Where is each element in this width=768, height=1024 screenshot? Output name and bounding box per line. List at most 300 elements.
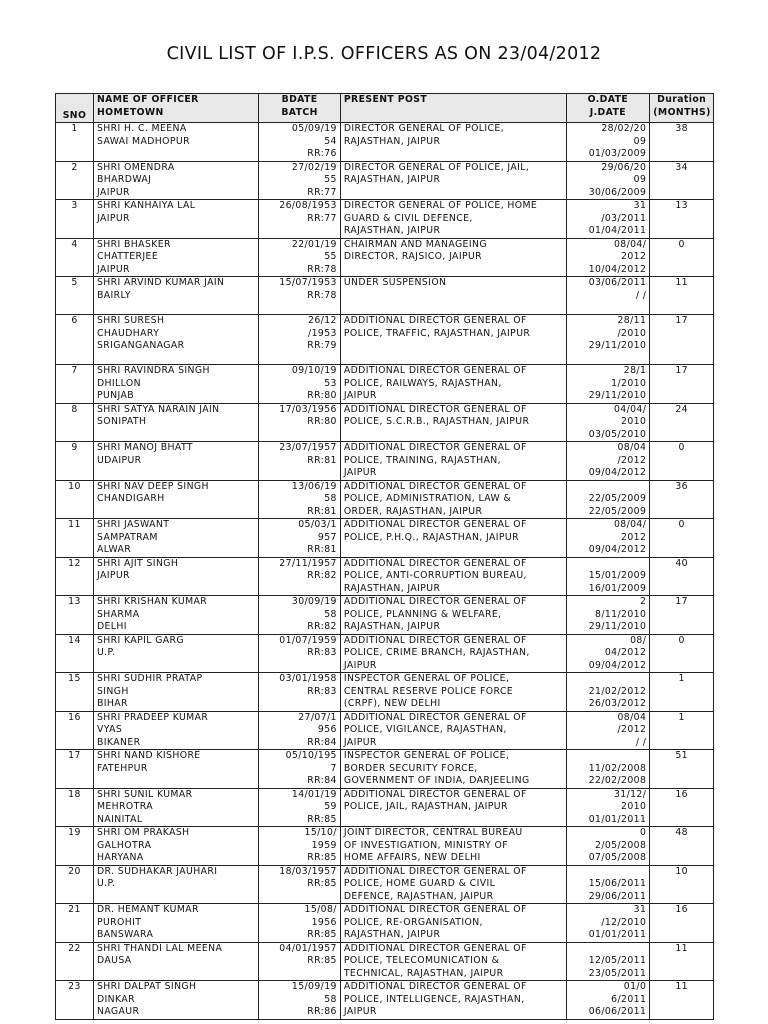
- bdate-batch-cell: [259, 315, 341, 365]
- table-row: [56, 442, 714, 481]
- present-post-cell-line: ADDITIONAL DIRECTOR GENERAL OF: [343, 904, 527, 915]
- officer-name-cell-line: SHRI NAV DEEP SINGH: [96, 480, 209, 492]
- sno-cell: 2: [56, 161, 94, 200]
- officer-name-cell: [93, 596, 258, 635]
- present-post-cell-line: POLICE, HOME GUARD & CIVIL: [343, 878, 496, 889]
- bdate-batch-cell: [259, 277, 341, 315]
- present-post-cell-line: ADDITIONAL DIRECTOR GENERAL OF: [343, 981, 527, 992]
- odate-jdate-cell-line: 29/11/2010: [588, 340, 647, 351]
- present-post-cell-line: ADDITIONAL DIRECTOR GENERAL OF: [343, 557, 527, 569]
- odate-jdate-cell-line: 01/03/2009: [588, 148, 647, 159]
- present-post-cell-line: POLICE, TRAINING, RAJASTHAN,: [343, 454, 502, 466]
- sno-cell: 13: [56, 596, 94, 635]
- odate-jdate-cell-line: 08/04: [617, 442, 647, 453]
- present-post-cell-line: JAIPUR: [343, 736, 377, 748]
- present-post-cell: [340, 865, 566, 904]
- odate-jdate-cell: [566, 981, 650, 1020]
- present-post-cell: [340, 365, 566, 404]
- present-post-cell-line: POLICE, ADMINISTRATION, LAW &: [343, 493, 512, 504]
- officer-name-cell: [93, 123, 258, 162]
- odate-jdate-cell: [566, 365, 650, 404]
- bdate-batch-cell: [259, 365, 341, 404]
- present-post-cell-line: POLICE, PLANNING & WELFARE,: [343, 608, 502, 620]
- odate-jdate-cell-line: 09/04/2012: [588, 544, 647, 555]
- page-title: CIVIL LIST OF I.P.S. OFFICERS AS ON 23/04/2012: [166, 44, 602, 64]
- duration-cell: 11: [650, 942, 714, 981]
- officer-name-cell-line: SHRI RAVINDRA SINGH: [96, 365, 210, 376]
- odate-jdate-cell: [566, 403, 650, 442]
- present-post-cell: [340, 596, 566, 635]
- odate-jdate-cell-line: 31/12/: [613, 788, 647, 800]
- officer-name-cell-line: SHARMA: [96, 608, 140, 620]
- table-row: [56, 596, 714, 635]
- duration-cell: 11: [650, 277, 714, 315]
- duration-cell: 17: [650, 365, 714, 404]
- bdate-batch-cell-line: 13/06/19: [291, 480, 337, 492]
- odate-jdate-cell-line: 2012: [621, 251, 647, 262]
- odate-jdate-cell: [566, 315, 650, 365]
- bdate-batch-cell: [259, 123, 341, 162]
- officer-name-cell: [93, 519, 258, 558]
- bdate-batch-cell: [259, 788, 341, 827]
- bdate-batch-cell: [259, 403, 341, 442]
- officer-name-cell: [93, 827, 258, 866]
- officer-name-cell: [93, 711, 258, 750]
- bdate-batch-cell-line: 1959: [311, 839, 337, 851]
- officer-name-cell-line: U.P.: [96, 647, 116, 658]
- odate-jdate-cell-line: 22/05/2009: [588, 493, 647, 504]
- duration-cell: 0: [650, 442, 714, 481]
- odate-jdate-cell: [566, 277, 650, 315]
- odate-jdate-cell-line: /12/2010: [601, 916, 647, 928]
- present-post-cell: [340, 123, 566, 162]
- duration-cell: 17: [650, 315, 714, 365]
- officer-name-cell-line: DR. SUDHAKAR JAUHARI: [96, 865, 218, 877]
- table-row: [56, 480, 714, 519]
- present-post-cell-line: ADDITIONAL DIRECTOR GENERAL OF: [343, 865, 527, 877]
- bdate-batch-cell-line: 27/07/1: [298, 711, 337, 723]
- bdate-batch-cell: [259, 827, 341, 866]
- officer-name-cell: [93, 865, 258, 904]
- sno-cell: 14: [56, 634, 94, 673]
- present-post-cell-line: JAIPUR: [343, 390, 377, 401]
- present-post-cell-line: ADDITIONAL DIRECTOR GENERAL OF: [343, 315, 527, 326]
- odate-jdate-cell-line: 26/03/2012: [588, 698, 647, 709]
- odate-jdate-cell-line: 16/01/2009: [588, 582, 647, 594]
- odate-jdate-cell-line: 8/11/2010: [595, 608, 647, 620]
- officer-name-cell: [93, 942, 258, 981]
- bdate-batch-cell-line: 14/01/19: [291, 788, 337, 800]
- present-post-cell-line: JOINT DIRECTOR, CENTRAL BUREAU: [343, 827, 523, 838]
- bdate-batch-cell-line: 15/09/19: [291, 981, 337, 992]
- present-post-cell-line: DEFENCE, RAJASTHAN, JAIPUR: [343, 890, 494, 902]
- odate-jdate-cell-line: 08/04/: [613, 238, 647, 250]
- odate-jdate-cell-line: 28/1: [623, 365, 647, 376]
- present-post-cell: [340, 161, 566, 200]
- bdate-batch-cell-line: 55: [324, 174, 337, 185]
- officer-name-cell-line: ALWAR: [96, 544, 132, 555]
- sno-cell: 10: [56, 480, 94, 519]
- officer-name-cell-line: CHANDIGARH: [96, 493, 165, 504]
- bdate-batch-cell-line: RR:77: [307, 186, 337, 198]
- bdate-batch-cell-line: RR:86: [307, 1006, 337, 1017]
- bdate-batch-cell: [259, 480, 341, 519]
- officer-name-cell-line: SHRI BHASKER: [96, 238, 171, 250]
- officer-name-cell: [93, 161, 258, 200]
- bdate-batch-cell-line: 30/09/19: [291, 596, 337, 607]
- bdate-batch-cell-line: 54: [324, 135, 337, 147]
- present-post-cell-line: ADDITIONAL DIRECTOR GENERAL OF: [343, 634, 527, 646]
- officer-name-cell-line: SHRI OMENDRA: [96, 161, 175, 173]
- duration-cell: 38: [650, 123, 714, 162]
- duration-cell: 24: [650, 403, 714, 442]
- present-post-cell: [340, 557, 566, 596]
- bdate-batch-cell: [259, 596, 341, 635]
- present-post-cell: [340, 403, 566, 442]
- bdate-batch-cell-line: 53: [324, 377, 337, 389]
- officer-name-cell: [93, 634, 258, 673]
- odate-jdate-cell-line: 2010: [621, 416, 647, 427]
- odate-jdate-cell-line: 22/02/2008: [588, 775, 647, 786]
- odate-jdate-cell-line: 10/04/2012: [588, 263, 647, 275]
- bdate-batch-cell-line: 15/08/: [304, 904, 337, 915]
- present-post-cell-line: POLICE, TRAFFIC, RAJASTHAN, JAIPUR: [343, 327, 531, 339]
- odate-jdate-cell-line: /03/2011: [601, 212, 647, 224]
- duration-cell: 0: [650, 238, 714, 277]
- table-row: [56, 161, 714, 200]
- bdate-batch-cell-line: 956: [317, 724, 337, 735]
- duration-cell: 0: [650, 519, 714, 558]
- officer-name-cell-line: SHRI PRADEEP KUMAR: [96, 711, 209, 723]
- bdate-batch-cell-line: RR:81: [307, 544, 337, 555]
- odate-jdate-cell-line: 08/04: [617, 711, 647, 723]
- bdate-batch-cell-line: 1956: [311, 916, 337, 928]
- officer-name-cell-line: SRIGANGANAGAR: [96, 340, 185, 351]
- officer-name-cell-line: NAINITAL: [96, 813, 143, 825]
- table-row: [56, 788, 714, 827]
- officer-name-cell-line: SINGH: [96, 685, 129, 697]
- bdate-batch-cell-line: RR:79: [307, 340, 337, 351]
- officer-name-cell-line: DELHI: [96, 621, 127, 632]
- bdate-batch-cell-line: RR:82: [307, 570, 337, 581]
- odate-jdate-cell: [566, 557, 650, 596]
- bdate-batch-cell-line: 18/03/1957: [279, 865, 337, 877]
- present-post-cell-line: INSPECTOR GENERAL OF POLICE,: [343, 750, 510, 761]
- present-post-cell: [340, 442, 566, 481]
- odate-jdate-cell-line: 11/02/2008: [588, 762, 647, 774]
- bdate-batch-cell-line: RR:80: [307, 416, 337, 427]
- odate-jdate-cell-line: / /: [635, 289, 647, 301]
- present-post-cell-line: GUARD & CIVIL DEFENCE,: [343, 212, 473, 224]
- odate-jdate-cell-line: 03/06/2011: [588, 277, 647, 288]
- present-post-cell-line: RAJASTHAN, JAIPUR: [343, 174, 441, 185]
- present-post-cell: [340, 673, 566, 712]
- bdate-batch-cell-line: RR:78: [307, 289, 337, 301]
- odate-jdate-cell-line: 6/2011: [611, 993, 647, 1005]
- officer-name-cell: [93, 442, 258, 481]
- odate-jdate-cell-line: 15/01/2009: [588, 570, 647, 581]
- officer-name-cell-line: BHARDWAJ: [96, 174, 152, 185]
- present-post-cell-line: INSPECTOR GENERAL OF POLICE,: [343, 673, 510, 684]
- bdate-batch-cell: [259, 200, 341, 239]
- officer-name-cell-line: SHRI AJIT SINGH: [96, 557, 179, 569]
- bdate-batch-cell-line: 05/03/1: [298, 519, 337, 530]
- present-post-cell-line: BORDER SECURITY FORCE,: [343, 762, 478, 774]
- odate-jdate-cell: [566, 634, 650, 673]
- bdate-batch-cell-line: 27/11/1957: [279, 557, 337, 569]
- bdate-batch-cell-line: 58: [324, 993, 337, 1005]
- sno-cell: 22: [56, 942, 94, 981]
- odate-jdate-cell-line: 04/2012: [604, 647, 647, 658]
- bdate-batch-cell: [259, 238, 341, 277]
- sno-cell: 23: [56, 981, 94, 1020]
- present-post-cell: [340, 827, 566, 866]
- bdate-batch-cell-line: 15/07/1953: [279, 277, 337, 288]
- sno-cell: 8: [56, 403, 94, 442]
- officer-name-cell-line: CHAUDHARY: [96, 327, 160, 339]
- odate-jdate-cell-line: 31: [633, 200, 647, 211]
- present-post-cell: [340, 315, 566, 365]
- duration-cell: 16: [650, 904, 714, 943]
- officer-name-cell-line: SAMPATRAM: [96, 531, 158, 543]
- present-post-cell-line: ADDITIONAL DIRECTOR GENERAL OF: [343, 519, 527, 530]
- header-post: PRESENT POST: [340, 94, 566, 123]
- header-bdate: BDATE BATCH: [259, 94, 341, 123]
- bdate-batch-cell: [259, 942, 341, 981]
- table-row: [56, 403, 714, 442]
- odate-jdate-cell-line: /2012: [617, 454, 647, 466]
- table-body: [56, 123, 714, 1020]
- table-header-row: [56, 94, 714, 123]
- duration-cell: 1: [650, 711, 714, 750]
- present-post-cell-line: ADDITIONAL DIRECTOR GENERAL OF: [343, 788, 527, 800]
- table-row: [56, 238, 714, 277]
- officer-name-cell-line: SAWAI MADHOPUR: [96, 135, 190, 147]
- odate-jdate-cell-line: 06/06/2011: [588, 1006, 647, 1017]
- officer-name-cell-line: JAIPUR: [96, 263, 130, 275]
- odate-jdate-cell-line: 2/05/2008: [595, 839, 647, 851]
- officer-name-cell-line: BIHAR: [96, 698, 128, 709]
- odate-jdate-cell-line: 01/01/2011: [588, 813, 647, 825]
- table-row: [56, 557, 714, 596]
- table-row: [56, 315, 714, 365]
- odate-jdate-cell: [566, 942, 650, 981]
- bdate-batch-cell-line: 04/01/1957: [279, 942, 337, 954]
- present-post-cell-line: JAIPUR: [343, 467, 377, 478]
- sno-cell: 1: [56, 123, 94, 162]
- odate-jdate-cell: [566, 673, 650, 712]
- officer-name-cell-line: SHRI JASWANT: [96, 519, 170, 530]
- table-row: [56, 904, 714, 943]
- odate-jdate-cell-line: 09/04/2012: [588, 467, 647, 478]
- bdate-batch-cell-line: RR:85: [307, 878, 337, 889]
- bdate-batch-cell-line: 55: [324, 251, 337, 262]
- odate-jdate-cell: [566, 200, 650, 239]
- sno-cell: 9: [56, 442, 94, 481]
- odate-jdate-cell: [566, 904, 650, 943]
- table-row: [56, 634, 714, 673]
- bdate-batch-cell-line: 26/08/1953: [279, 200, 337, 211]
- present-post-cell-line: POLICE, S.C.R.B., RAJASTHAN, JAIPUR: [343, 416, 530, 427]
- odate-jdate-cell-line: [570, 673, 647, 686]
- present-post-cell-line: JAIPUR: [343, 1006, 377, 1017]
- bdate-batch-cell-line: 09/10/19: [291, 365, 337, 376]
- bdate-batch-cell-line: RR:85: [307, 955, 337, 966]
- duration-cell: 48: [650, 827, 714, 866]
- officer-name-cell-line: FATEHPUR: [96, 762, 148, 774]
- present-post-cell-line: TECHNICAL, RAJASTHAN, JAIPUR: [343, 967, 504, 979]
- officer-name-cell: [93, 904, 258, 943]
- present-post-cell: [340, 942, 566, 981]
- officer-name-cell-line: DAUSA: [96, 955, 132, 966]
- present-post-cell-line: (CRPF), NEW DELHI: [343, 698, 441, 709]
- present-post-cell-line: POLICE, CRIME BRANCH, RAJASTHAN,: [343, 647, 530, 658]
- odate-jdate-cell-line: 2: [639, 596, 647, 607]
- officer-name-cell-line: DINKAR: [96, 993, 135, 1005]
- officer-name-cell-line: DHILLON: [96, 377, 141, 389]
- duration-cell: 0: [650, 634, 714, 673]
- odate-jdate-cell: [566, 865, 650, 904]
- odate-jdate-cell: [566, 442, 650, 481]
- bdate-batch-cell-line: 23/07/1957: [279, 442, 337, 453]
- present-post-cell-line: DIRECTOR GENERAL OF POLICE, JAIL,: [343, 161, 530, 173]
- odate-jdate-cell-line: [570, 558, 647, 571]
- present-post-cell-line: ADDITIONAL DIRECTOR GENERAL OF: [343, 403, 527, 415]
- odate-jdate-cell-line: 01/01/2011: [588, 929, 647, 940]
- odate-jdate-cell-line: 29/11/2010: [588, 621, 647, 632]
- sno-cell: 7: [56, 365, 94, 404]
- bdate-batch-cell: [259, 865, 341, 904]
- duration-cell: 36: [650, 480, 714, 519]
- odate-jdate-cell-line: /2010: [617, 327, 647, 339]
- present-post-cell-line: ADDITIONAL DIRECTOR GENERAL OF: [343, 596, 527, 607]
- present-post-cell-line: DIRECTOR GENERAL OF POLICE, HOME: [343, 200, 538, 211]
- present-post-cell-line: POLICE, JAIL, RAJASTHAN, JAIPUR: [343, 801, 508, 812]
- present-post-cell-line: POLICE, INTELLIGENCE, RAJASTHAN,: [343, 993, 525, 1005]
- sno-cell: 12: [56, 557, 94, 596]
- bdate-batch-cell: [259, 161, 341, 200]
- officer-name-cell: [93, 788, 258, 827]
- present-post-cell-line: POLICE, VIGILANCE, RAJASTHAN,: [343, 724, 507, 735]
- odate-jdate-cell-line: 01/04/2011: [588, 225, 647, 236]
- bdate-batch-cell-line: 15/10/: [304, 827, 337, 838]
- bdate-batch-cell-line: RR:78: [307, 263, 337, 275]
- odate-jdate-cell: [566, 480, 650, 519]
- present-post-cell: [340, 750, 566, 789]
- bdate-batch-cell-line: RR:81: [307, 505, 337, 517]
- duration-cell: 40: [650, 557, 714, 596]
- present-post-cell-line: RAJASTHAN, JAIPUR: [343, 582, 441, 594]
- table-row: [56, 865, 714, 904]
- sno-cell: 19: [56, 827, 94, 866]
- odate-jdate-cell-line: 2012: [621, 531, 647, 543]
- present-post-cell: [340, 277, 566, 315]
- table-row: [56, 711, 714, 750]
- duration-cell: 16: [650, 788, 714, 827]
- present-post-cell-line: RAJASTHAN, JAIPUR: [343, 225, 441, 236]
- officer-name-cell-line: CHATTERJEE: [96, 251, 159, 262]
- odate-jdate-cell: [566, 788, 650, 827]
- bdate-batch-cell-line: 59: [324, 801, 337, 812]
- odate-jdate-cell-line: [570, 866, 647, 879]
- present-post-cell-line: POLICE, P.H.Q., RAJASTHAN, JAIPUR: [343, 531, 519, 543]
- officer-name-cell-line: DR. HEMANT KUMAR: [96, 904, 199, 915]
- bdate-batch-cell-line: 58: [324, 608, 337, 620]
- table-row: [56, 942, 714, 981]
- bdate-batch-cell: [259, 442, 341, 481]
- odate-jdate-cell-line: [570, 750, 647, 763]
- present-post-cell-line: ADDITIONAL DIRECTOR GENERAL OF: [343, 480, 527, 492]
- present-post-cell: [340, 519, 566, 558]
- officer-name-cell-line: SHRI H. C. MEENA: [96, 123, 187, 134]
- odate-jdate-cell: [566, 596, 650, 635]
- present-post-cell-line: ADDITIONAL DIRECTOR GENERAL OF: [343, 442, 527, 453]
- sno-cell: 17: [56, 750, 94, 789]
- officer-name-cell-line: SHRI DALPAT SINGH: [96, 981, 197, 992]
- officer-name-cell-line: U.P.: [96, 878, 116, 889]
- bdate-batch-cell-line: /1953: [308, 327, 337, 339]
- bdate-batch-cell-line: 01/07/1959: [279, 634, 337, 646]
- present-post-cell-line: DIRECTOR GENERAL OF POLICE,: [343, 123, 505, 134]
- present-post-cell: [340, 711, 566, 750]
- officer-name-cell-line: MEHROTRA: [96, 801, 153, 812]
- bdate-batch-cell-line: 58: [324, 493, 337, 504]
- present-post-cell-line: ADDITIONAL DIRECTOR GENERAL OF: [343, 365, 527, 376]
- odate-jdate-cell-line: 01/0: [623, 981, 647, 992]
- officer-name-cell-line: GALHOTRA: [96, 839, 152, 851]
- bdate-batch-cell-line: 03/01/1958: [279, 673, 337, 684]
- officer-name-cell-line: SHRI THANDI LAL MEENA: [96, 942, 223, 954]
- odate-jdate-cell-line: 31: [633, 904, 647, 915]
- officer-name-cell: [93, 365, 258, 404]
- odate-jdate-cell-line: 2010: [621, 801, 647, 812]
- officer-name-cell-line: BAIRLY: [96, 289, 131, 301]
- present-post-cell: [340, 904, 566, 943]
- bdate-batch-cell-line: 05/10/195: [285, 750, 337, 761]
- bdate-batch-cell-line: RR:85: [307, 813, 337, 825]
- odate-jdate-cell-line: / /: [635, 736, 647, 748]
- duration-cell: 17: [650, 596, 714, 635]
- duration-cell: 10: [650, 865, 714, 904]
- officer-name-cell-line: BIKANER: [96, 736, 141, 748]
- present-post-cell-line: GOVERNMENT OF INDIA, DARJEELING: [343, 775, 530, 786]
- present-post-cell: [340, 480, 566, 519]
- odate-jdate-cell-line: 23/05/2011: [588, 967, 647, 979]
- bdate-batch-cell: [259, 711, 341, 750]
- odate-jdate-cell-line: 29/06/20: [601, 161, 647, 173]
- bdate-batch-cell-line: 27/02/19: [291, 161, 337, 173]
- bdate-batch-cell-line: RR:77: [307, 212, 337, 224]
- present-post-cell: [340, 981, 566, 1020]
- officer-name-cell-line: JAIPUR: [96, 186, 130, 198]
- bdate-batch-cell-line: RR:80: [307, 390, 337, 401]
- duration-cell: 11: [650, 981, 714, 1020]
- odate-jdate-cell-line: [570, 481, 647, 494]
- odate-jdate-cell-line: 04/04/: [613, 403, 647, 415]
- present-post-cell: [340, 238, 566, 277]
- odate-jdate-cell-line: 09/04/2012: [588, 659, 647, 671]
- odate-jdate-cell-line: 21/02/2012: [588, 685, 647, 697]
- sno-cell: 6: [56, 315, 94, 365]
- officer-name-cell: [93, 277, 258, 315]
- officer-name-cell: [93, 238, 258, 277]
- bdate-batch-cell-line: 17/03/1956: [279, 403, 337, 415]
- sno-cell: 20: [56, 865, 94, 904]
- table-row: [56, 750, 714, 789]
- duration-cell: 34: [650, 161, 714, 200]
- officer-name-cell-line: NAGAUR: [96, 1006, 140, 1017]
- table-row: [56, 277, 714, 315]
